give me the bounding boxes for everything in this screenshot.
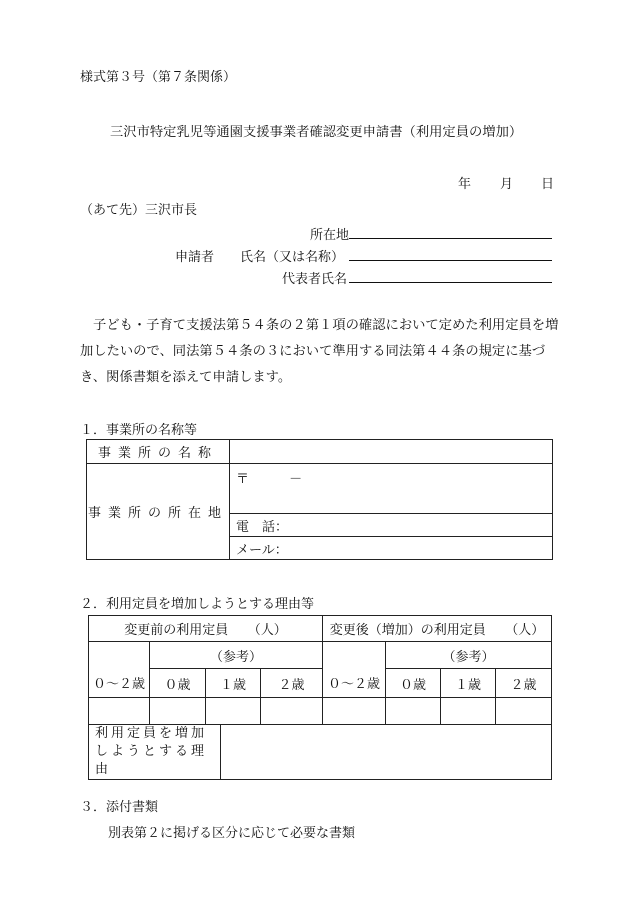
after-value-1[interactable] [441, 698, 496, 725]
name-label: 氏名（又は名称） [240, 250, 345, 265]
before-col-1: １歳 [206, 669, 261, 698]
mail-label: メール： [236, 542, 288, 558]
reason-cell[interactable] [221, 725, 552, 780]
facility-address-label: 事業所の所在地 [87, 464, 230, 560]
addressee: （あて先）三沢市長 [80, 203, 198, 218]
before-value-0[interactable] [150, 698, 206, 725]
before-reference: （参考） [150, 642, 323, 669]
postal-mark: 〒 [236, 472, 250, 487]
mail-cell[interactable] [230, 537, 553, 560]
capacity-table [88, 615, 552, 725]
before-value-1[interactable] [206, 698, 261, 725]
address-line[interactable] [349, 238, 552, 239]
form-number: 様式第３号（第７条関係） [80, 70, 237, 85]
after-col-0: ０歳 [386, 669, 441, 698]
tel-label: 電 話： [236, 519, 289, 535]
after-col-1: １歳 [441, 669, 496, 698]
after-value-2[interactable] [496, 698, 552, 725]
before-value-2[interactable] [261, 698, 323, 725]
reason-label [89, 725, 221, 780]
facility-name-cell[interactable] [230, 440, 553, 464]
after-blank-cell [323, 642, 386, 669]
after-col-0-2: ０～２歳 [323, 669, 386, 698]
document-title: 三沢市特定乳児等通園支援事業者確認変更申請書（利用定員の増加） [110, 125, 523, 140]
date-day-label: 日 [541, 177, 555, 192]
after-value-0[interactable] [386, 698, 441, 725]
before-header: 変更前の利用定員 （人） [89, 616, 323, 642]
reason-table [88, 724, 552, 780]
before-col-2: ２歳 [261, 669, 323, 698]
before-col-0: ０歳 [150, 669, 206, 698]
before-value-0-2[interactable] [89, 698, 150, 725]
address-label: 所在地 [310, 228, 350, 243]
date-month-label: 月 [500, 177, 514, 192]
after-header: 変更後（増加）の利用定員 （人） [323, 616, 552, 642]
date-year-label: 年 [458, 177, 472, 192]
postal-cell[interactable] [230, 464, 553, 514]
body-text: 子ども・子育て支援法第５４条の２第１項の確認において定めた利用定員を増加したいので、同法第５４条の３において準用する同法第４４条の規定に基づき、関係書類を添えて申請します。 [80, 318, 559, 385]
rep-name-label: 代表者氏名 [282, 272, 348, 287]
tel-cell[interactable] [230, 514, 553, 537]
attachments-text: 別表第２に掲げる区分に応じて必要な書類 [108, 826, 356, 841]
after-col-2: ２歳 [496, 669, 552, 698]
facility-table [86, 439, 553, 560]
after-value-0-2[interactable] [323, 698, 386, 725]
section2-heading: ２．利用定員を増加しようとする理由等 [80, 597, 315, 612]
before-blank-cell [89, 642, 150, 669]
section1-heading: １．事業所の名称等 [80, 423, 198, 438]
reason-label-line1: 利用定員を増加 [95, 726, 208, 741]
reason-label-line2: しようとする理由 [95, 744, 208, 777]
section3-heading: ３．添付書類 [80, 800, 159, 815]
name-line[interactable] [349, 260, 552, 261]
facility-name-label: 事業所の名称 [87, 440, 230, 464]
before-col-0-2: ０～２歳 [89, 669, 150, 698]
after-reference: （参考） [386, 642, 552, 669]
applicant-label: 申請者 [175, 250, 215, 265]
rep-name-line[interactable] [349, 282, 552, 283]
postal-dash: － [289, 472, 303, 487]
